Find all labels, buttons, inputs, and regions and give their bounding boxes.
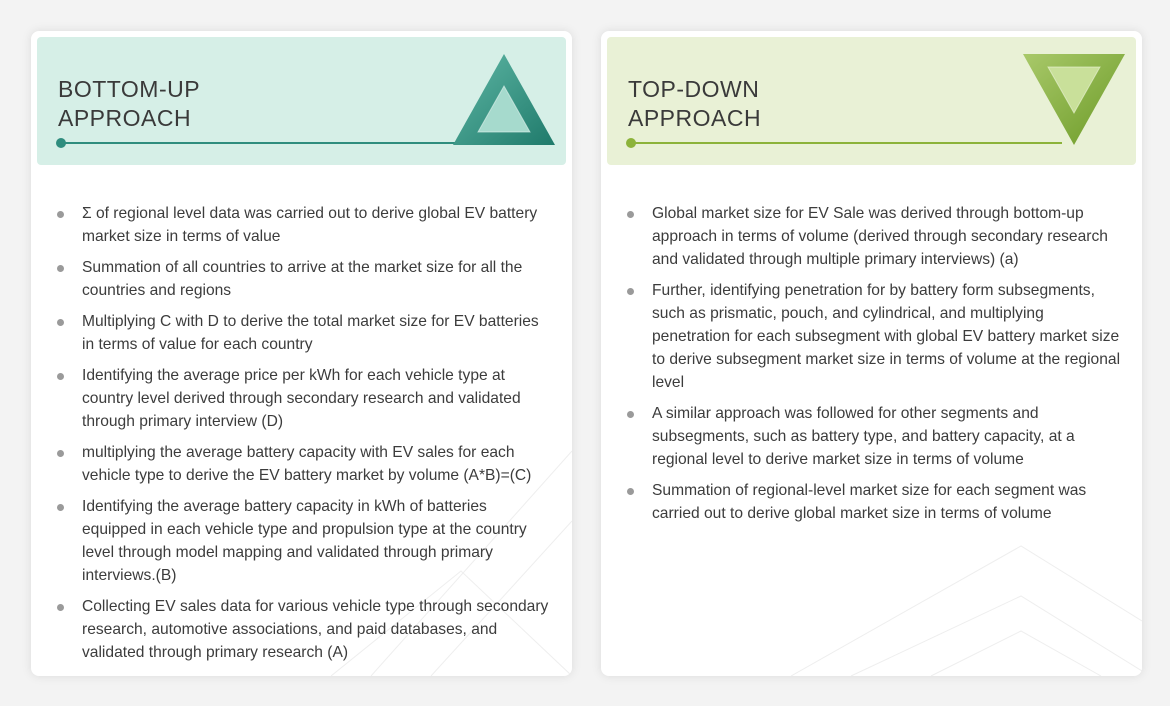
- top-down-title: [628, 75, 761, 133]
- top-down-card: [601, 31, 1142, 676]
- bullet-icon: [627, 411, 634, 418]
- bottom-up-list: [53, 202, 553, 672]
- bottom-up-header-line: [62, 142, 462, 144]
- bullet-icon: [627, 288, 634, 295]
- list-item: [53, 441, 553, 487]
- list-item-text: Collecting EV sales data for various vehicle type through secondary research, automotive associations, and paid databases, and validated through primary research (A): [82, 598, 549, 661]
- list-item-text: Summation of regional-level market size for each segment was carried out to derive global market size in terms of volume: [652, 482, 1087, 522]
- bullet-icon: [627, 211, 634, 218]
- bullet-icon: [57, 319, 64, 326]
- bottom-up-header: [37, 37, 566, 165]
- list-item: [53, 595, 553, 664]
- top-down-header-dot: [626, 138, 636, 148]
- list-item-text: Identifying the average battery capacity in kWh of batteries equipped in each vehicle type and propulsion type at the country level through model mapping and validated through primary interviews.(B): [82, 498, 527, 584]
- list-item-text: Σ of regional level data was carried out to derive global EV battery market size in terms of value: [82, 205, 538, 245]
- list-item: [623, 402, 1123, 471]
- list-item-text: multiplying the average battery capacity with EV sales for each vehicle type to derive the EV battery market by volume (A*B)=(C): [82, 444, 532, 484]
- list-item: [623, 279, 1123, 394]
- top-down-title-line2: APPROACH: [628, 105, 762, 131]
- bottom-up-title-line1: BOTTOM-UP: [58, 76, 201, 102]
- list-item-text: Further, identifying penetration for by battery form subsegments, such as prismatic, pouch, and cylindrical, and multiplying penetration for each subsegment with global EV battery market size to derive subsegment market size in terms of volume at the regional level: [652, 282, 1121, 391]
- list-item-text: Summation of all countries to arrive at the market size for all the countries and regions: [82, 259, 523, 299]
- bottom-up-card: [31, 31, 572, 676]
- top-down-header: [607, 37, 1136, 165]
- list-item-text: Global market size for EV Sale was derived through bottom-up approach in terms of volume (derived through secondary research and validated through multiple primary interviews) (a): [652, 205, 1108, 268]
- list-item: [53, 364, 553, 433]
- list-item: [53, 310, 553, 356]
- list-item: [623, 202, 1123, 271]
- list-item-text: A similar approach was followed for other segments and subsegments, such as battery type, and battery capacity, at a regional level to derive market size in terms of volume: [652, 405, 1075, 468]
- top-down-title-line1: TOP-DOWN: [628, 76, 760, 102]
- list-item: [623, 479, 1123, 525]
- top-down-header-line: [632, 142, 1062, 144]
- list-item: [53, 256, 553, 302]
- bottom-up-title: [58, 75, 200, 133]
- bottom-up-header-dot: [56, 138, 66, 148]
- list-item-text: Identifying the average price per kWh for each vehicle type at country level derived through secondary research and validated through primary interview (D): [82, 367, 521, 430]
- bullet-icon: [57, 604, 64, 611]
- list-item-text: Multiplying C with D to derive the total market size for EV batteries in terms of value for each country: [82, 313, 539, 353]
- bullet-icon: [57, 450, 64, 457]
- bullet-icon: [57, 211, 64, 218]
- triangle-up-icon: [451, 52, 557, 148]
- bullet-icon: [57, 504, 64, 511]
- top-down-list: [623, 202, 1123, 533]
- triangle-down-icon: [1021, 52, 1127, 148]
- bullet-icon: [57, 373, 64, 380]
- list-item: [53, 495, 553, 587]
- bullet-icon: [57, 265, 64, 272]
- list-item: [53, 202, 553, 248]
- bullet-icon: [627, 488, 634, 495]
- bottom-up-title-line2: APPROACH: [58, 105, 192, 131]
